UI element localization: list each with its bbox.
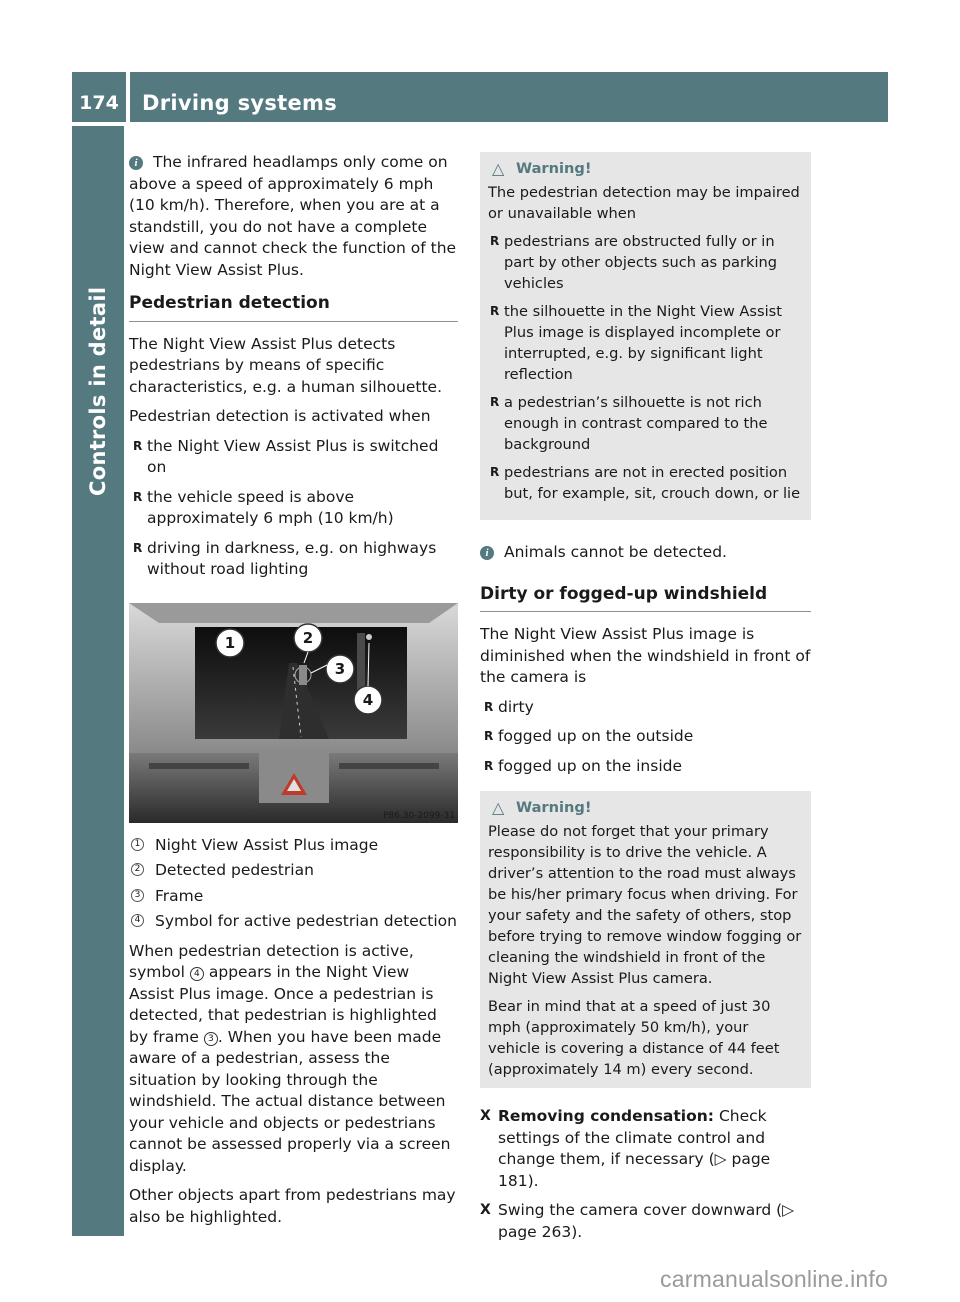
figure-legend [129, 835, 458, 933]
list-item: R pedestrians are obstructed fully or in part by other objects such as parking vehicles [490, 233, 778, 292]
animals-note-text: Animals cannot be detected. [504, 543, 727, 561]
warning-icon: △ [492, 159, 505, 178]
side-tab-label: Controls in detail [86, 286, 110, 496]
figure-code: P86.30-2099-31 [382, 810, 455, 821]
list-item: R the silhouette in the Night View Assist Plus image is displayed incomplete or interrupted, e.g. by significant light reflection [490, 303, 782, 383]
activated-when-paragraph: Pedestrian detection is activated when [129, 407, 431, 425]
heading-pedestrian-detection: Pedestrian detection [129, 293, 458, 322]
callout-3: 3 [334, 659, 346, 678]
list-item: R dirty [480, 697, 811, 719]
bullet-icon: R [490, 234, 500, 248]
list-item: R driving in darkness, e.g. on highways without road lighting [133, 538, 437, 578]
section-title: Driving systems [142, 91, 338, 115]
legend-number: 2 [131, 863, 144, 876]
list-item: R fogged up on the outside [480, 726, 811, 748]
night-view-figure [129, 603, 458, 823]
heading-dirty-windshield: Dirty or fogged-up windshield [480, 584, 811, 613]
bullet-icon: R [490, 395, 500, 409]
list-item: R the Night View Assist Plus is switched on [133, 436, 439, 476]
warning-box-driving [480, 791, 811, 1088]
info-note-text: The infrared headlamps only come on above a speed of approximately 6 mph (10 km/h). Therefore, when you are at a standstill, you do not have a complete view and cannot check the function of the Night View Assist Plus. [129, 153, 457, 279]
warning-paragraph: Please do not forget that your primary responsibility is to drive the vehicle. A driver’s attention to the road must always be his/her primary focus when driving. For your safety and the safety of others, stop before trying to remove window fogging or cleaning the windshield in front of the Night View Assist Plus camera. [488, 823, 802, 987]
legend-number: 4 [131, 914, 144, 927]
step-removing-condensation: X Removing condensation: Check settings of the climate control and change them, if necessary (▷ page 181). [480, 1107, 771, 1190]
pedestrian-active-paragraph: When pedestrian detection is active, symbol 4 appears in the Night View Assist Plus image. Once a pedestrian is detected, that pedestrian is highlighted by frame 3 . When you have been made aware of a pedestrian, assess the situation by looking through the windshield. The actual distance between your vehicle and objects or pedestrians cannot be assessed properly via a screen display. [129, 941, 451, 1175]
callout-2: 2 [302, 628, 314, 647]
bullet-icon: R [490, 304, 500, 318]
legend-number: 1 [131, 838, 144, 851]
list-item: R pedestrians are not in erected position but, for example, sit, crouch down, or lie [490, 464, 801, 502]
step-swing-camera-cover: X Swing the camera cover downward (▷ page 263). [480, 1201, 795, 1241]
header-divider [126, 72, 130, 122]
warning-title: △ Warning! [492, 159, 592, 178]
windshield-conditions-list [480, 697, 811, 778]
legend-item: 2 Detected pedestrian [129, 860, 458, 882]
animals-note [480, 542, 811, 564]
warning-box-detection [480, 152, 811, 520]
bullet-icon: R [484, 699, 494, 714]
list-item: R a pedestrian’s silhouette is not rich enough in contrast compared to the background [490, 394, 768, 453]
info-icon: i [480, 546, 494, 560]
bullet-icon: R [133, 438, 143, 453]
callout-4: 4 [362, 690, 374, 709]
site-watermark: carmanualsonline.info [660, 1266, 888, 1292]
legend-number: 3 [131, 889, 144, 902]
warning-intro: The pedestrian detection may be impaired or unavailable when [488, 184, 800, 222]
intro-paragraph: The Night View Assist Plus detects pedestrians by means of specific characteristics, e.g. a human silhouette. [129, 334, 442, 396]
page-number: 174 [79, 92, 119, 114]
legend-item: 4 Symbol for active pedestrian detection [129, 911, 458, 933]
inline-number: 3 [204, 1032, 218, 1046]
legend-item: 1 Night View Assist Plus image [129, 835, 458, 857]
bullet-icon: R [133, 540, 143, 555]
list-item: R the vehicle speed is above approximately 6 mph (10 km/h) [133, 487, 394, 527]
left-column [129, 152, 458, 1236]
list-item: R fogged up on the inside [480, 756, 811, 778]
activation-conditions-list [129, 436, 458, 581]
callout-1: 1 [224, 633, 236, 652]
step-arrow-icon: X [480, 1202, 491, 1218]
warning-paragraph: Bear in mind that at a speed of just 30 mph (approximately 50 km/h), your vehicle is covering a distance of 44 feet (approximately 14 m) every second. [488, 998, 780, 1078]
other-objects-paragraph: Other objects apart from pedestrians may also be highlighted. [129, 1186, 456, 1226]
bullet-icon: R [133, 489, 143, 504]
right-column [480, 152, 811, 1251]
night-view-illustration [129, 603, 458, 823]
info-icon: i [129, 156, 143, 170]
info-note [129, 152, 458, 281]
bullet-icon: R [484, 729, 494, 743]
inline-number: 4 [190, 967, 204, 981]
bullet-icon: R [490, 465, 500, 479]
warning-icon: △ [492, 798, 505, 817]
warning-list [488, 231, 803, 504]
bullet-icon: R [484, 758, 494, 773]
warning-title: △ Warning! [492, 798, 592, 817]
legend-item: 3 Frame [129, 886, 458, 908]
step-arrow-icon: X [480, 1108, 491, 1124]
windshield-intro: The Night View Assist Plus image is diminished when the windshield in front of the camera is [480, 625, 811, 686]
